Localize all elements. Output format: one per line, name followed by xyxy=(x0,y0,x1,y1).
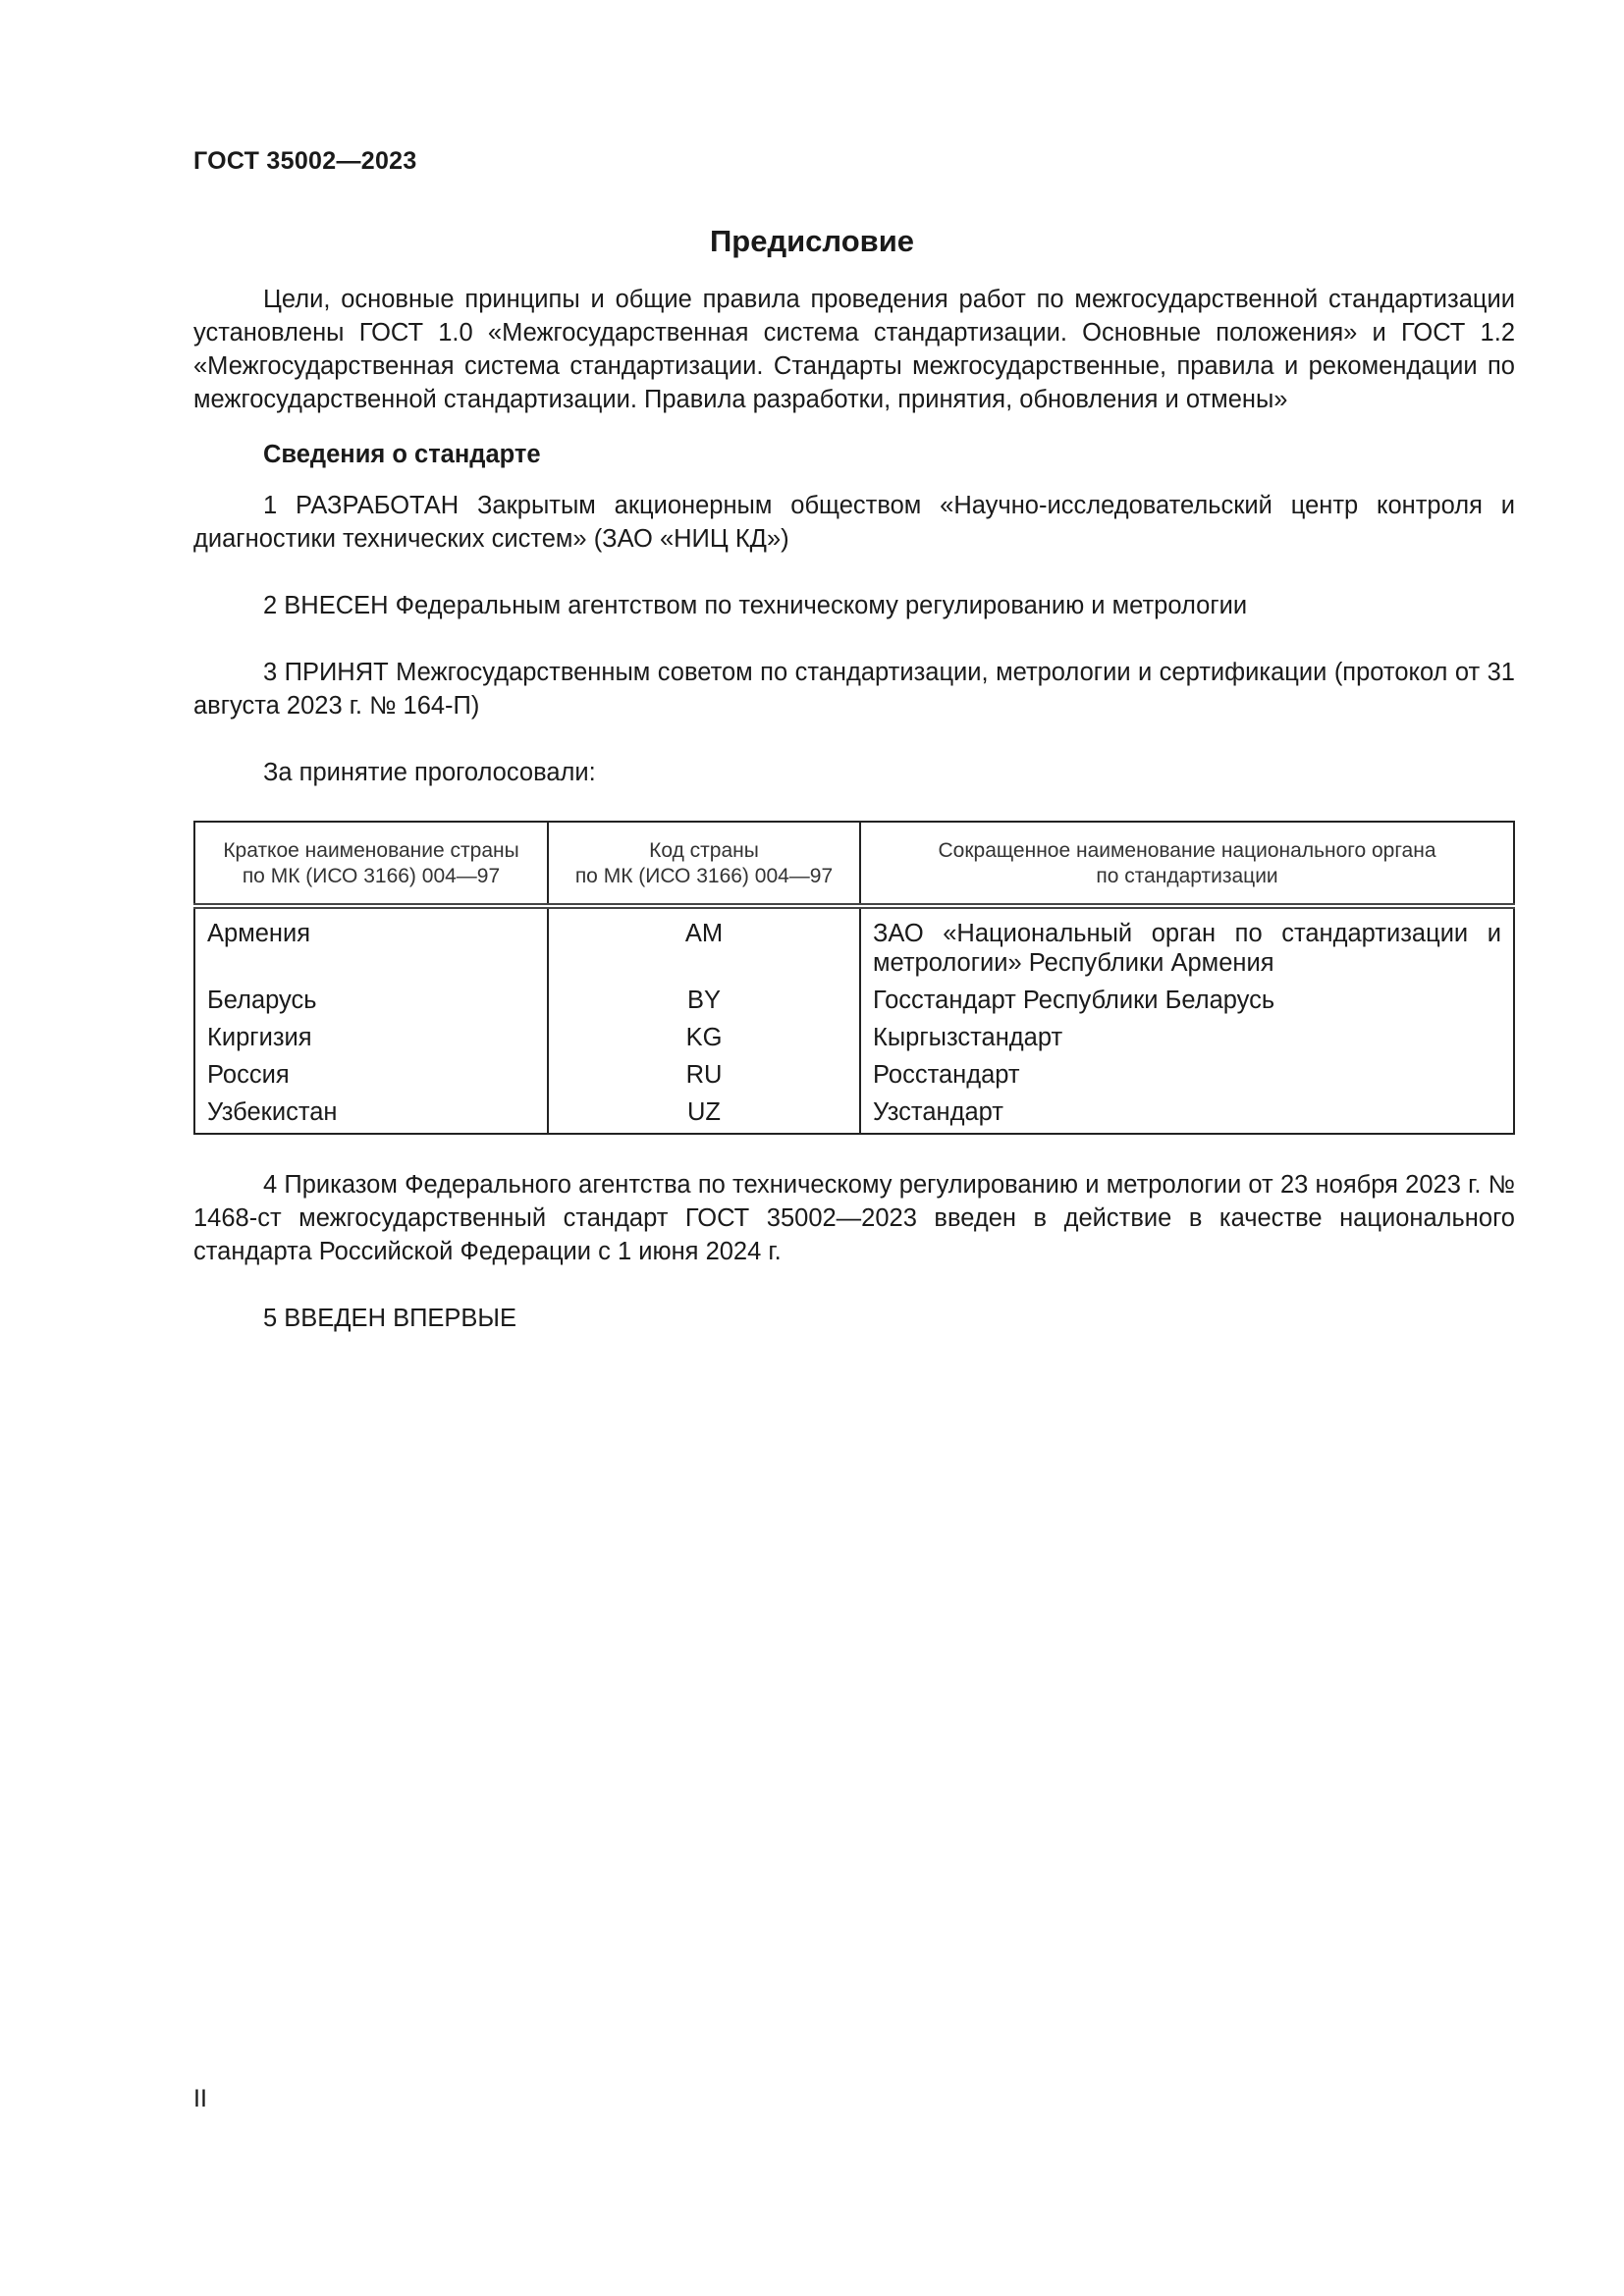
country-cell: Россия xyxy=(207,1061,290,1089)
table-row xyxy=(194,1095,1514,1134)
item-order: 4 Приказом Федерального агентства по техническому регулированию и метрологии от 23 ноября 2023 г. № 1468-ст межгосударственный стандарт ГОСТ 35002—2023 введен в действие в качестве национального стандарта Российской Федерации с 1 июня 2024 г. xyxy=(193,1171,1515,1265)
header-code-line1: Код страны xyxy=(649,839,759,862)
intro-paragraph: Цели, основные принципы и общие правила проведения работ по межгосударственной стандартизации установлены ГОСТ 1.0 «Межгосударственная система стандартизации. Основные положения» и ГОСТ 1.2 «Межгосударственная система стандартизации. Стандарты межгосударственные, правила и рекомендации по межгосударственной стандартизации. Правила разработки, принятия, обновления и отмены» xyxy=(193,286,1515,413)
table-row xyxy=(194,1020,1514,1057)
table-row xyxy=(194,1057,1514,1095)
organ-cell: ЗАО «Национальный орган по стандартизации и метрологии» Республики Армения xyxy=(860,906,1514,983)
code-cell: KG xyxy=(548,1020,860,1057)
code-cell: UZ xyxy=(548,1095,860,1134)
preface-title: Предисловие xyxy=(709,224,914,258)
standard-info-heading: Сведения о стандарте xyxy=(263,441,541,468)
item-introduced: 2 ВНЕСЕН Федеральным агентством по техническому регулированию и метрологии xyxy=(263,592,1248,619)
page-number: II xyxy=(193,2085,207,2112)
organ-cell: Узстандарт xyxy=(860,1095,1514,1134)
header-code-line2: по МК (ИСО 3166) 004—97 xyxy=(574,865,834,887)
organ-cell: Госстандарт Республики Беларусь xyxy=(860,983,1514,1020)
preface-body xyxy=(193,283,1515,1368)
item-adopted: 3 ПРИНЯТ Межгосударственным советом по стандартизации, метрологии и сертификации (протокол от 31 августа 2023 г. № 164-П) xyxy=(193,659,1515,720)
code-cell: AM xyxy=(548,906,860,983)
countries-table xyxy=(193,821,1515,1135)
header-organ-line1: Сокращенное наименование национального органа xyxy=(938,839,1436,862)
header-organ-line2: по стандартизации xyxy=(1096,865,1278,887)
country-cell: Киргизия xyxy=(207,1024,312,1051)
country-cell: Узбекистан xyxy=(207,1098,338,1126)
code-cell: RU xyxy=(548,1057,860,1095)
document-code: ГОСТ 35002—2023 xyxy=(193,147,417,175)
table-row xyxy=(194,983,1514,1020)
item-developed: 1 РАЗРАБОТАН Закрытым акционерным обществом «Научно-исследовательский центр контроля и диагностики технических систем» (ЗАО «НИЦ КД») xyxy=(193,492,1515,553)
table-row xyxy=(194,906,1514,983)
organ-cell: Кыргызстандарт xyxy=(860,1020,1514,1057)
code-cell: BY xyxy=(548,983,860,1020)
table-header-row xyxy=(194,822,1514,906)
country-cell: Беларусь xyxy=(207,987,317,1014)
item-first-introduced: 5 ВВЕДЕН ВПЕРВЫЕ xyxy=(263,1305,517,1332)
header-country xyxy=(194,822,548,906)
header-organ xyxy=(860,822,1514,906)
header-country-line2: по МК (ИСО 3166) 004—97 xyxy=(242,865,501,887)
header-country-line1: Краткое наименование страны xyxy=(223,839,519,862)
voted-label: За принятие проголосовали: xyxy=(263,759,596,786)
organ-cell: Росстандарт xyxy=(860,1057,1514,1095)
header-code xyxy=(548,822,860,906)
country-cell: Армения xyxy=(207,920,311,947)
